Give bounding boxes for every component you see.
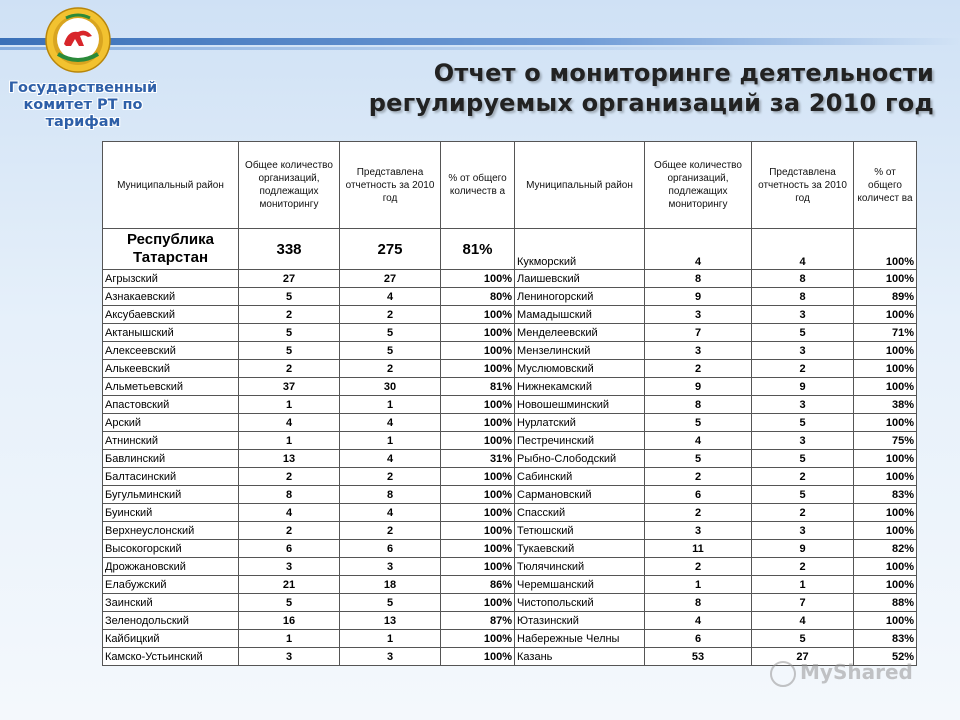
district-reported: 3 xyxy=(752,396,854,414)
district-total: 9 xyxy=(645,378,752,396)
district-name: Аксубаевский xyxy=(103,306,239,324)
district-name: Бавлинский xyxy=(103,450,239,468)
district-percent: 100% xyxy=(854,450,917,468)
table-row xyxy=(103,324,917,342)
district-total: 8 xyxy=(645,594,752,612)
district-total: 1 xyxy=(645,576,752,594)
district-name: Елабужский xyxy=(103,576,239,594)
table-row xyxy=(103,396,917,414)
district-percent: 100% xyxy=(854,414,917,432)
district-total: 4 xyxy=(239,504,340,522)
district-reported: 9 xyxy=(752,540,854,558)
district-name: Чистопольский xyxy=(515,594,645,612)
district-name: Камско-Устьинский xyxy=(103,648,239,666)
page-title xyxy=(334,58,934,118)
district-total: 27 xyxy=(239,270,340,288)
district-reported: 2 xyxy=(752,504,854,522)
table-row xyxy=(103,486,917,504)
district-percent: 83% xyxy=(854,486,917,504)
district-total: 8 xyxy=(645,270,752,288)
district-percent: 100% xyxy=(441,486,515,504)
district-total: 4 xyxy=(645,229,752,270)
table-row xyxy=(103,378,917,396)
district-total: 5 xyxy=(645,414,752,432)
district-percent: 100% xyxy=(441,648,515,666)
table-row xyxy=(103,432,917,450)
district-reported: 4 xyxy=(340,288,441,306)
page-title-line-2: регулируемых организаций за 2010 год xyxy=(368,89,934,117)
district-reported: 3 xyxy=(340,648,441,666)
district-name: Альметьевский xyxy=(103,378,239,396)
district-name: Мензелинский xyxy=(515,342,645,360)
district-percent: 87% xyxy=(441,612,515,630)
district-total: 11 xyxy=(645,540,752,558)
district-percent: 38% xyxy=(854,396,917,414)
district-total: 2 xyxy=(239,468,340,486)
district-name: Верхнеуслонский xyxy=(103,522,239,540)
district-reported: 6 xyxy=(340,540,441,558)
district-total: 2 xyxy=(645,468,752,486)
district-reported: 3 xyxy=(752,432,854,450)
district-total: 4 xyxy=(645,432,752,450)
district-name: Алексеевский xyxy=(103,342,239,360)
district-reported: 4 xyxy=(752,612,854,630)
district-reported: 5 xyxy=(340,342,441,360)
district-percent: 75% xyxy=(854,432,917,450)
district-reported: 13 xyxy=(340,612,441,630)
table-row xyxy=(103,450,917,468)
district-reported: 5 xyxy=(340,324,441,342)
column-header-district-left: Муниципальный район xyxy=(103,142,239,229)
district-reported: 2 xyxy=(752,360,854,378)
district-total: 2 xyxy=(645,504,752,522)
district-reported: 5 xyxy=(752,324,854,342)
district-percent: 82% xyxy=(854,540,917,558)
district-percent: 100% xyxy=(441,468,515,486)
district-name: Лаишевский xyxy=(515,270,645,288)
district-percent: 81% xyxy=(441,378,515,396)
district-reported: 4 xyxy=(340,504,441,522)
district-percent: 100% xyxy=(441,324,515,342)
district-percent: 100% xyxy=(854,468,917,486)
table-header-row xyxy=(103,142,917,229)
district-name: Балтасинский xyxy=(103,468,239,486)
district-reported: 18 xyxy=(340,576,441,594)
district-name: Апастовский xyxy=(103,396,239,414)
district-percent: 100% xyxy=(854,558,917,576)
district-reported: 1 xyxy=(752,576,854,594)
column-header-district-right: Муниципальный район xyxy=(515,142,645,229)
district-reported: 2 xyxy=(340,360,441,378)
district-reported: 27 xyxy=(340,270,441,288)
district-total: 8 xyxy=(645,396,752,414)
column-header-total-left: Общее количество организаций, подлежащих мониторингу xyxy=(239,142,340,229)
district-name: Нурлатский xyxy=(515,414,645,432)
page-title-line-1: Отчет о мониторинге деятельности xyxy=(433,59,934,87)
table-row xyxy=(103,594,917,612)
district-name: Сабинский xyxy=(515,468,645,486)
table-row xyxy=(103,468,917,486)
district-percent: 83% xyxy=(854,630,917,648)
district-name: Зеленодольский xyxy=(103,612,239,630)
district-reported: 2 xyxy=(752,558,854,576)
tatarstan-emblem-icon xyxy=(44,6,112,74)
district-percent: 100% xyxy=(854,306,917,324)
district-percent: 88% xyxy=(854,594,917,612)
district-reported: 5 xyxy=(752,630,854,648)
district-name: Черемшанский xyxy=(515,576,645,594)
district-percent: 80% xyxy=(441,288,515,306)
district-name: Алькеевский xyxy=(103,360,239,378)
district-percent: 100% xyxy=(854,229,917,270)
district-reported: 8 xyxy=(752,270,854,288)
table-row xyxy=(103,612,917,630)
table-row xyxy=(103,414,917,432)
table-row xyxy=(103,360,917,378)
district-name: Нижнекамский xyxy=(515,378,645,396)
table-row xyxy=(103,522,917,540)
column-header-reported-left: Представлена отчетность за 2010 год xyxy=(340,142,441,229)
district-total: 4 xyxy=(239,414,340,432)
district-name: Бугульминский xyxy=(103,486,239,504)
district-percent: 89% xyxy=(854,288,917,306)
district-name: Новошешминский xyxy=(515,396,645,414)
district-reported: 30 xyxy=(340,378,441,396)
district-reported: 4 xyxy=(340,450,441,468)
district-reported: 2 xyxy=(340,468,441,486)
watermark-logo-icon xyxy=(770,661,796,687)
district-reported: 2 xyxy=(340,306,441,324)
district-percent: 100% xyxy=(441,558,515,576)
district-total: 6 xyxy=(645,486,752,504)
district-name: Заинский xyxy=(103,594,239,612)
district-name: Казань xyxy=(515,648,645,666)
district-name: Мамадышский xyxy=(515,306,645,324)
monitoring-report-table xyxy=(102,141,917,666)
district-name: Арский xyxy=(103,414,239,432)
district-percent: 100% xyxy=(441,630,515,648)
table-row xyxy=(103,342,917,360)
district-name: Тюлячинский xyxy=(515,558,645,576)
district-reported: 8 xyxy=(340,486,441,504)
district-name: Менделеевский xyxy=(515,324,645,342)
district-percent: 100% xyxy=(854,504,917,522)
district-reported: 2 xyxy=(340,522,441,540)
district-reported: 4 xyxy=(340,414,441,432)
district-total: 53 xyxy=(645,648,752,666)
district-total: 5 xyxy=(239,324,340,342)
column-header-reported-right: Представлена отчетность за 2010 год xyxy=(752,142,854,229)
district-name: Высокогорский xyxy=(103,540,239,558)
district-total: 3 xyxy=(645,342,752,360)
district-name: Тетюшский xyxy=(515,522,645,540)
district-percent: 100% xyxy=(441,414,515,432)
district-name: Лениногорский xyxy=(515,288,645,306)
district-reported: 5 xyxy=(752,414,854,432)
district-total: 6 xyxy=(645,630,752,648)
district-percent: 100% xyxy=(441,342,515,360)
district-total: 1 xyxy=(239,432,340,450)
district-reported: 5 xyxy=(340,594,441,612)
organization-name: Государственный комитет РТ по тарифам xyxy=(8,80,158,130)
table-row xyxy=(103,558,917,576)
district-total: 9 xyxy=(645,288,752,306)
district-name: Муслюмовский xyxy=(515,360,645,378)
district-reported: 1 xyxy=(340,396,441,414)
header-band xyxy=(0,38,960,45)
table-row xyxy=(103,630,917,648)
district-reported: 1 xyxy=(340,432,441,450)
column-header-total-right: Общее количество организаций, подлежащих мониторингу xyxy=(645,142,752,229)
district-percent: 100% xyxy=(441,270,515,288)
district-name: Атнинский xyxy=(103,432,239,450)
district-reported: 27 xyxy=(752,648,854,666)
total-region-name: Республика Татарстан xyxy=(103,229,239,270)
district-reported: 3 xyxy=(752,306,854,324)
district-name: Агрызский xyxy=(103,270,239,288)
district-percent: 100% xyxy=(441,594,515,612)
district-percent: 100% xyxy=(441,540,515,558)
total-region-percent: 81% xyxy=(441,229,515,270)
table-row xyxy=(103,540,917,558)
district-total: 1 xyxy=(239,396,340,414)
table-row xyxy=(103,270,917,288)
district-total: 13 xyxy=(239,450,340,468)
district-total: 7 xyxy=(645,324,752,342)
district-total: 5 xyxy=(239,594,340,612)
district-name: Рыбно-Слободский xyxy=(515,450,645,468)
district-percent: 100% xyxy=(441,432,515,450)
district-percent: 71% xyxy=(854,324,917,342)
district-reported: 3 xyxy=(752,522,854,540)
district-total: 21 xyxy=(239,576,340,594)
column-header-percent-right: % от общего количест ва xyxy=(854,142,917,229)
district-total: 2 xyxy=(645,360,752,378)
district-total: 5 xyxy=(239,342,340,360)
watermark-text: MyShared xyxy=(800,660,913,684)
district-name: Спасский xyxy=(515,504,645,522)
table-row xyxy=(103,504,917,522)
district-total: 2 xyxy=(645,558,752,576)
district-total: 4 xyxy=(645,612,752,630)
district-name: Ютазинский xyxy=(515,612,645,630)
total-region-count: 338 xyxy=(239,229,340,270)
district-reported: 3 xyxy=(752,342,854,360)
district-name: Дрожжановский xyxy=(103,558,239,576)
district-total: 8 xyxy=(239,486,340,504)
district-percent: 100% xyxy=(441,504,515,522)
district-total: 1 xyxy=(239,630,340,648)
district-reported: 2 xyxy=(752,468,854,486)
district-percent: 31% xyxy=(441,450,515,468)
district-total: 3 xyxy=(239,558,340,576)
district-percent: 100% xyxy=(441,522,515,540)
district-reported: 9 xyxy=(752,378,854,396)
district-total: 3 xyxy=(645,522,752,540)
district-percent: 100% xyxy=(854,576,917,594)
district-reported: 4 xyxy=(752,229,854,270)
district-total: 3 xyxy=(645,306,752,324)
district-total: 2 xyxy=(239,360,340,378)
district-total: 5 xyxy=(239,288,340,306)
district-percent: 100% xyxy=(441,360,515,378)
district-reported: 7 xyxy=(752,594,854,612)
header-band-thin xyxy=(0,47,960,50)
district-reported: 1 xyxy=(340,630,441,648)
district-total: 2 xyxy=(239,522,340,540)
district-total: 5 xyxy=(645,450,752,468)
district-name: Кукморский xyxy=(515,229,645,270)
column-header-percent-left: % от общего количеств а xyxy=(441,142,515,229)
district-percent: 100% xyxy=(854,270,917,288)
district-percent: 100% xyxy=(854,342,917,360)
district-total: 3 xyxy=(239,648,340,666)
district-name: Кайбицкий xyxy=(103,630,239,648)
district-percent: 100% xyxy=(854,378,917,396)
district-reported: 8 xyxy=(752,288,854,306)
district-name: Сармановский xyxy=(515,486,645,504)
district-name: Буинский xyxy=(103,504,239,522)
district-percent: 100% xyxy=(854,612,917,630)
district-total: 2 xyxy=(239,306,340,324)
district-percent: 86% xyxy=(441,576,515,594)
table-row xyxy=(103,306,917,324)
watermark xyxy=(770,660,913,687)
district-percent: 100% xyxy=(854,360,917,378)
district-percent: 52% xyxy=(854,648,917,666)
total-region-reported: 275 xyxy=(340,229,441,270)
district-total: 16 xyxy=(239,612,340,630)
district-percent: 100% xyxy=(441,396,515,414)
district-total: 37 xyxy=(239,378,340,396)
district-name: Актанышский xyxy=(103,324,239,342)
table-row xyxy=(103,576,917,594)
table-total-row xyxy=(103,229,917,270)
district-reported: 5 xyxy=(752,486,854,504)
district-reported: 5 xyxy=(752,450,854,468)
district-name: Азнакаевский xyxy=(103,288,239,306)
district-reported: 3 xyxy=(340,558,441,576)
table-row xyxy=(103,288,917,306)
district-percent: 100% xyxy=(441,306,515,324)
district-name: Тукаевский xyxy=(515,540,645,558)
district-total: 6 xyxy=(239,540,340,558)
district-name: Пестречинский xyxy=(515,432,645,450)
district-percent: 100% xyxy=(854,522,917,540)
district-name: Набережные Челны xyxy=(515,630,645,648)
